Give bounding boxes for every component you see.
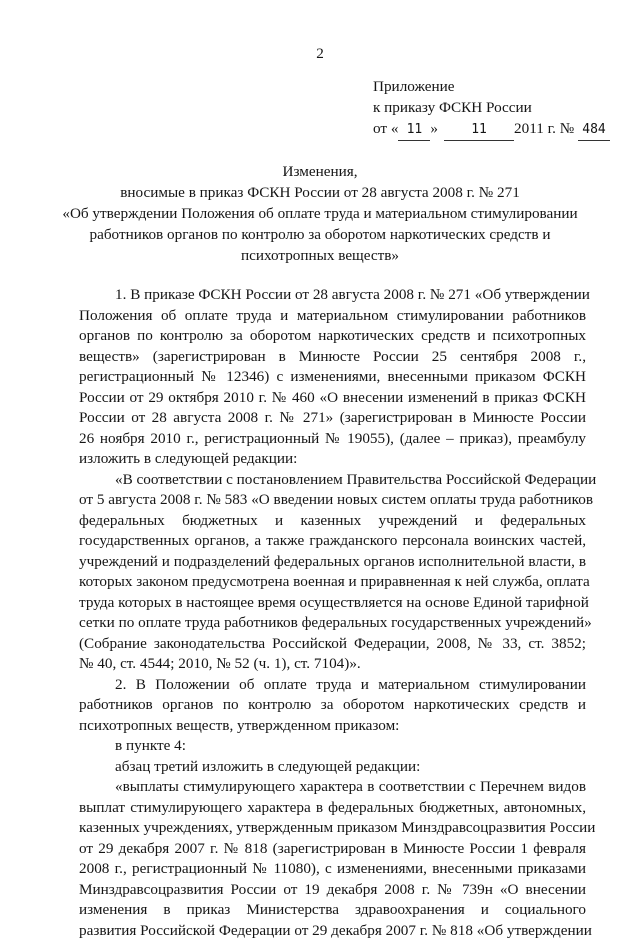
appendix-block	[373, 76, 610, 141]
appendix-line-2: к приказу ФСКН России	[373, 97, 610, 118]
appendix-date-line	[373, 118, 610, 141]
title-line-3: «Об утверждении Положения об оплате труда и материальном стимулировании	[40, 203, 600, 224]
body-line: № 40, ст. 4544; 2010, № 52 (ч. 1), ст. 7104)».	[79, 654, 586, 675]
body-line: регистрационный № 12346) с изменениями, внесенными приказом ФСКН	[79, 367, 586, 388]
appendix-day-field: 11	[398, 119, 430, 141]
body-line: от 5 августа 2008 г. № 583 «О введении новых систем оплаты труда работников	[79, 490, 586, 511]
body-line: абзац третий изложить в следующей редакции:	[79, 757, 586, 778]
body-line: учреждений и подразделений федеральных органов исполнительной власти, в	[79, 552, 586, 573]
body-line: России от 29 октября 2010 г. № 460 «О внесении изменений в приказ ФСКН	[79, 388, 586, 409]
body-line: органов по контролю за оборотом наркотических средств и психотропных	[79, 326, 586, 347]
document-title	[40, 161, 600, 266]
body-line: выплат стимулирующего характера в федеральных бюджетных, автономных,	[79, 798, 586, 819]
title-line-5: психотропных веществ»	[40, 245, 600, 266]
body-line: труда которых в настоящее время осуществляется на основе Единой тарифной	[79, 593, 586, 614]
body-line: работников органов по контролю за оборотом наркотических средств и	[79, 695, 586, 716]
body-line: 1. В приказе ФСКН России от 28 августа 2008 г. № 271 «Об утверждении	[79, 285, 586, 306]
appendix-date-prefix: от «	[373, 120, 398, 137]
body-line: «выплаты стимулирующего характера в соответствии с Перечнем видов	[79, 777, 586, 798]
appendix-number-field: 484	[578, 119, 610, 141]
appendix-month-field: 11	[444, 119, 514, 141]
body-line: веществ» (зарегистрирован в Минюсте России 25 сентября 2008 г.,	[79, 347, 586, 368]
body-line: 2. В Положении об оплате труда и материальном стимулировании	[79, 675, 586, 696]
body-line: России от 28 августа 2008 г. № 271» (зарегистрирован в Минюсте России	[79, 408, 586, 429]
title-line-4: работников органов по контролю за оборотом наркотических средств и	[40, 224, 600, 245]
body-line: изложить в следующей редакции:	[79, 449, 586, 470]
body-line: сетки по оплате труда работников федеральных государственных учреждений»	[79, 613, 586, 634]
appendix-line-1: Приложение	[373, 76, 610, 97]
body-line: (Собрание законодательства Российской Федерации, 2008, № 33, ст. 3852;	[79, 634, 586, 655]
title-line-1: Изменения,	[40, 161, 600, 182]
title-line-2: вносимые в приказ ФСКН России от 28 августа 2008 г. № 271	[40, 182, 600, 203]
body-line: «В соответствии с постановлением Правительства Российской Федерации	[79, 470, 586, 491]
body-line: казенных учреждениях, утвержденным приказом Минздравсоцразвития России	[79, 818, 586, 839]
body-line: которых законом предусмотрена военная и приравненная к ней служба, оплата	[79, 572, 586, 593]
document-body	[79, 285, 586, 941]
body-line: от 29 декабря 2007 г. № 818 (зарегистрирован в Минюсте России 1 февраля	[79, 839, 586, 860]
body-line: федеральных бюджетных и казенных учреждений и федеральных	[79, 511, 586, 532]
body-line: 2008 г., регистрационный № 11080), с изменениями, внесенными приказами	[79, 859, 586, 880]
body-line: Минздравсоцразвития России от 19 декабря 2008 г. № 739н «О внесении	[79, 880, 586, 901]
body-line: развития Российской Федерации от 29 декабря 2007 г. № 818 «Об утверждении	[79, 921, 586, 941]
body-line: изменения в приказ Министерства здравоохранения и социального	[79, 900, 586, 921]
body-line: 26 ноября 2010 г., регистрационный № 19055), (далее – приказ), преамбулу	[79, 429, 586, 450]
appendix-year-text: 2011 г. №	[514, 120, 574, 137]
body-line: психотропных веществ, утвержденном приказом:	[79, 716, 586, 737]
body-line: Положения об оплате труда и материальном стимулировании работников	[79, 306, 586, 327]
appendix-date-mid: »	[430, 120, 438, 137]
page-number: 2	[0, 44, 640, 65]
body-line: в пункте 4:	[79, 736, 586, 757]
body-line: государственных органов, а также гражданского персонала воинских частей,	[79, 531, 586, 552]
